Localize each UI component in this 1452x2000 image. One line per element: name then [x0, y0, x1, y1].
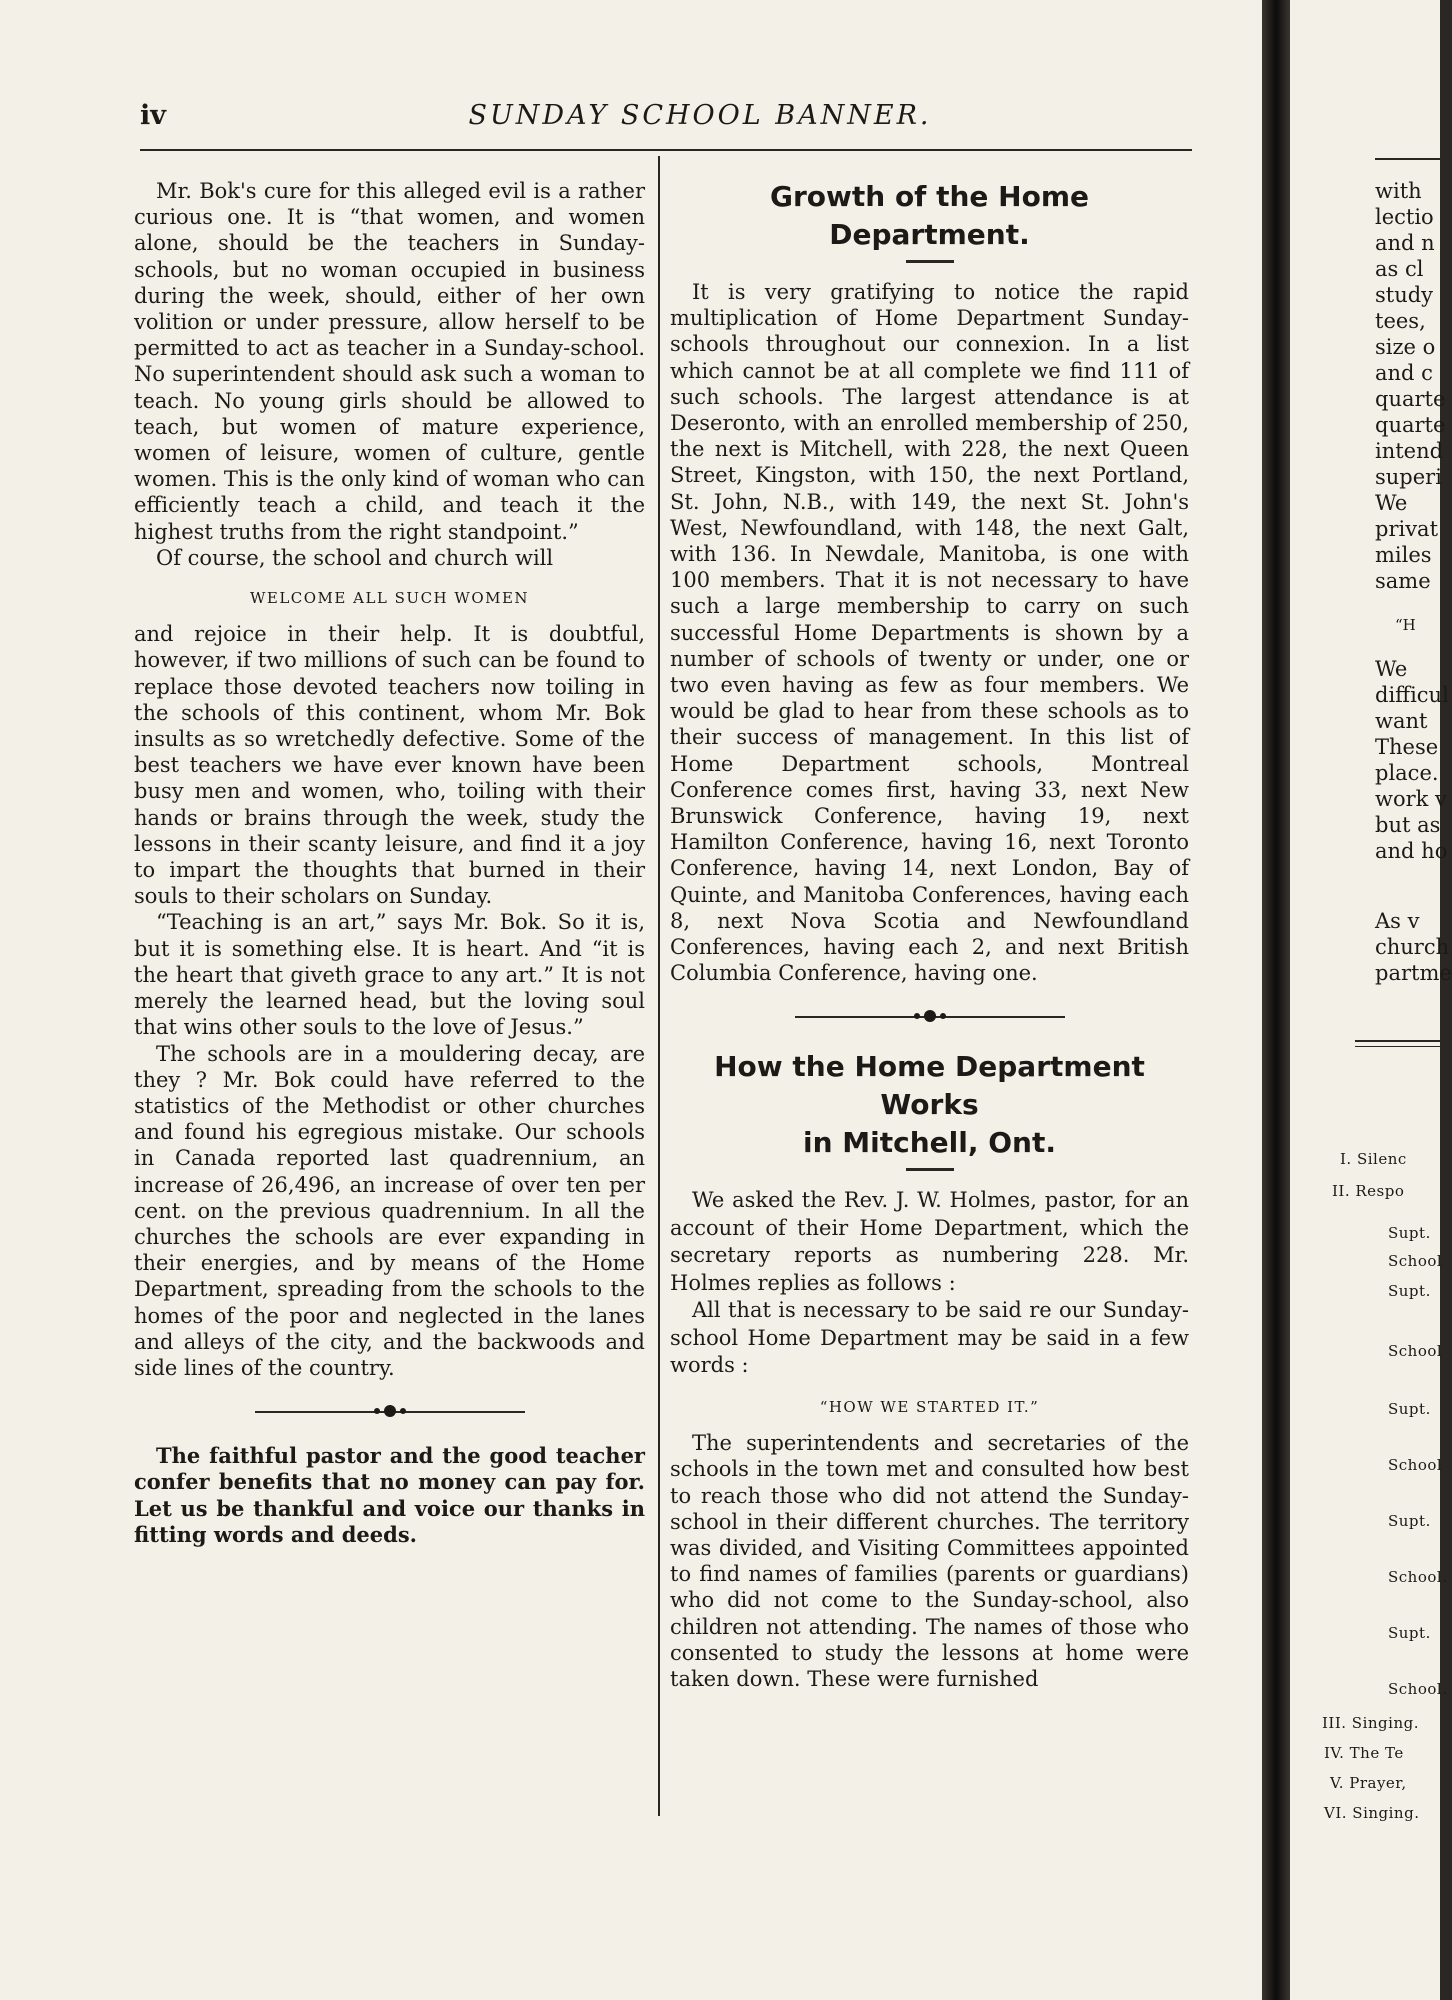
right-page-text [1375, 178, 1452, 986]
ornament-divider [795, 1004, 1065, 1030]
order-item: School. [1388, 1680, 1448, 1698]
middle-column [670, 178, 1189, 1692]
text-fragment: with [1375, 179, 1422, 203]
running-head [140, 100, 1195, 140]
order-item: II. Respo [1332, 1182, 1405, 1200]
text-fragment: and n [1375, 231, 1435, 255]
text-fragment: place. [1375, 761, 1439, 785]
text-fragment: These [1375, 735, 1439, 759]
order-item: VI. Singing. [1324, 1804, 1420, 1822]
text-fragment: size o [1375, 335, 1436, 359]
book-spine [1262, 0, 1290, 2000]
article-title-line: How the Home Department Works [714, 1050, 1145, 1122]
title-rule [906, 1168, 954, 1171]
text-fragment: church [1375, 935, 1450, 959]
text-fragment: lectio [1375, 205, 1434, 229]
text-fragment: We [1375, 491, 1408, 515]
section-subhead: WELCOME ALL SUCH WOMEN [249, 589, 530, 608]
closing-paragraph: The faithful pastor and the good teacher confer benefits that no money can pay for. Let us be thankful and voice our thanks in fitting words and deeds. [134, 1443, 645, 1547]
ornament-divider [255, 1399, 525, 1425]
paragraph: “Teaching is an art,” says Mr. Bok. So it is, but it is something else. It is heart. And “it is the heart that giveth grace to any art.” It is not merely the learned head, but the loving soul that wins other souls to the love of Jesus.” [134, 910, 645, 1040]
title-rule [906, 260, 954, 263]
article-title: Growth of the Home Department. [769, 180, 1090, 251]
text-fragment: miles [1375, 543, 1432, 567]
paragraph: All that is necessary to be said re our Sunday-school Home Department may be said in a few words : [670, 1298, 1189, 1378]
order-item: Supt. [1388, 1224, 1431, 1242]
order-item: Supt. [1388, 1512, 1431, 1530]
text-fragment: partme [1375, 961, 1452, 985]
order-item: School [1388, 1342, 1443, 1360]
paragraph: Mr. Bok's cure for this alleged evil is a rather curious one. It is “that women, and women alone, should be the teachers in Sunday-schools, but no woman occupied in business during the week, should, either of her own volition or under pressure, allow herself to be permitted to act as teacher in a Sunday-school. No superintendent should ask such a woman to teach. No young girls should be allowed to teach, but women of mature experience, women of leisure, women of culture, gentle women. This is the only kind of woman who can efficiently teach a child, and teach it the highest truths from the right standpoint.” [134, 179, 645, 544]
order-item: III. Singing. [1322, 1714, 1419, 1732]
section-subhead: “HOW WE STARTED IT.” [819, 1397, 1040, 1416]
column-rule [658, 156, 660, 1816]
header-rule [1375, 158, 1445, 160]
order-item: Supt. [1388, 1400, 1431, 1418]
right-page-fragment [1290, 0, 1452, 2000]
text-fragment: and ho [1375, 839, 1448, 863]
order-item: Supt. [1388, 1624, 1431, 1642]
text-fragment: intend [1375, 439, 1444, 463]
left-column [134, 178, 645, 1548]
header-rule [140, 149, 1192, 151]
text-fragment: as cl [1375, 257, 1424, 281]
paragraph: and rejoice in their help. It is doubtful, however, if two millions of such can be found to replace those devoted teachers now toiling in the schools of this continent, whom Mr. Bok insults as so wretchedly defective. Some of the best teachers we have ever known have been busy men and women, who, toiling with their hands or brains through the week, study the lessons in their scanty leisure, and find it a joy to impart the thoughts that burned in their souls to their scholars on Sunday. [134, 622, 645, 909]
order-item: School [1388, 1252, 1443, 1270]
order-item: V. Prayer, [1330, 1774, 1407, 1792]
paragraph: We asked the Rev. J. W. Holmes, pastor, for an account of their Home Department, which the secretary reports as numbering 228. Mr. Holmes replies as follows : [670, 1188, 1189, 1295]
text-fragment: privat [1375, 517, 1439, 541]
order-item: School [1388, 1456, 1443, 1474]
article-title [670, 1048, 1189, 1162]
text-fragment: and c [1375, 361, 1433, 385]
page-number: iv [140, 100, 166, 131]
order-item: IV. The Te [1324, 1744, 1404, 1762]
section-subhead: “H [1395, 616, 1416, 634]
text-fragment: We [1375, 657, 1408, 681]
section-rule [1355, 1046, 1445, 1047]
spacer [1375, 864, 1452, 908]
text-fragment: superi [1375, 465, 1442, 489]
section-rule [1355, 1040, 1445, 1042]
paragraph: It is very gratifying to notice the rapid multiplication of Home Department Sunday-schools throughout our connexion. In a list which cannot be at all complete we find 111 of such schools. The largest attendance is at Deseronto, with an enrolled membership of 250, the next is Mitchell, with 228, the next Queen Street, Kingston, with 150, the next Portland, St. John, N.B., with 149, the next St. John's West, Newfoundland, with 148, the next Galt, with 136. In Newdale, Manitoba, is one with 100 members. That it is not necessary to have such a large membership to carry on such successful Home Departments is shown by a number of schools of twenty or under, one or two even having as few as four members. We would be glad to hear from these schools as to their success of management. In this list of Home Department schools, Montreal Conference comes first, having 33, next New Brunswick Conference, having 19, next Hamilton Conference, having 16, next Toronto Conference, having 14, next London, Bay of Quinte, and Manitoba Conferences, having each 8, next Nova Scotia and Newfoundland Conferences, having each 2, and next British Columbia Conference, having one. [670, 280, 1189, 986]
text-fragment: study [1375, 283, 1434, 307]
order-item: School. [1388, 1568, 1448, 1586]
article-title-line: in Mitchell, Ont. [803, 1126, 1056, 1160]
text-fragment: quarte [1375, 387, 1446, 411]
text-fragment: quarte [1375, 413, 1446, 437]
paragraph: The schools are in a mouldering decay, are they ? Mr. Bok could have referred to the statistics of the Methodist or other churches and found his egregious mistake. Our schools in Canada reported last quadrennium, an increase of 26,496, an increase of over ten per cent. on the previous quadrennium. In all the churches the schools are ever expanding in their energies, and by means of the Home Department, spreading from the schools to the homes of the poor and neglected in the lanes and alleys of the city, and the backwoods and side lines of the country. [134, 1041, 645, 1380]
text-fragment: work v [1375, 787, 1447, 811]
running-title: SUNDAY SCHOOL BANNER. [468, 100, 932, 131]
paragraph: Of course, the school and church will [156, 545, 554, 570]
text-fragment: difficul [1375, 683, 1449, 707]
text-fragment: want [1375, 709, 1428, 733]
text-fragment: but as [1375, 813, 1441, 837]
text-fragment: As v [1375, 909, 1420, 933]
paragraph: The superintendents and secretaries of the schools in the town met and consulted how best to reach those who did not attend the Sunday-school in their different churches. The territory was divided, and Visiting Committees appointed to find names of families (parents or guardians) who did not come to the Sunday-school, also children not attending. The names of those who consented to study the lessons at home were taken down. These were furnished [670, 1431, 1189, 1692]
text-fragment: same [1375, 569, 1431, 593]
order-item: Supt. [1388, 1282, 1431, 1300]
text-fragment: tees, [1375, 309, 1426, 333]
order-item: I. Silenc [1340, 1150, 1407, 1168]
